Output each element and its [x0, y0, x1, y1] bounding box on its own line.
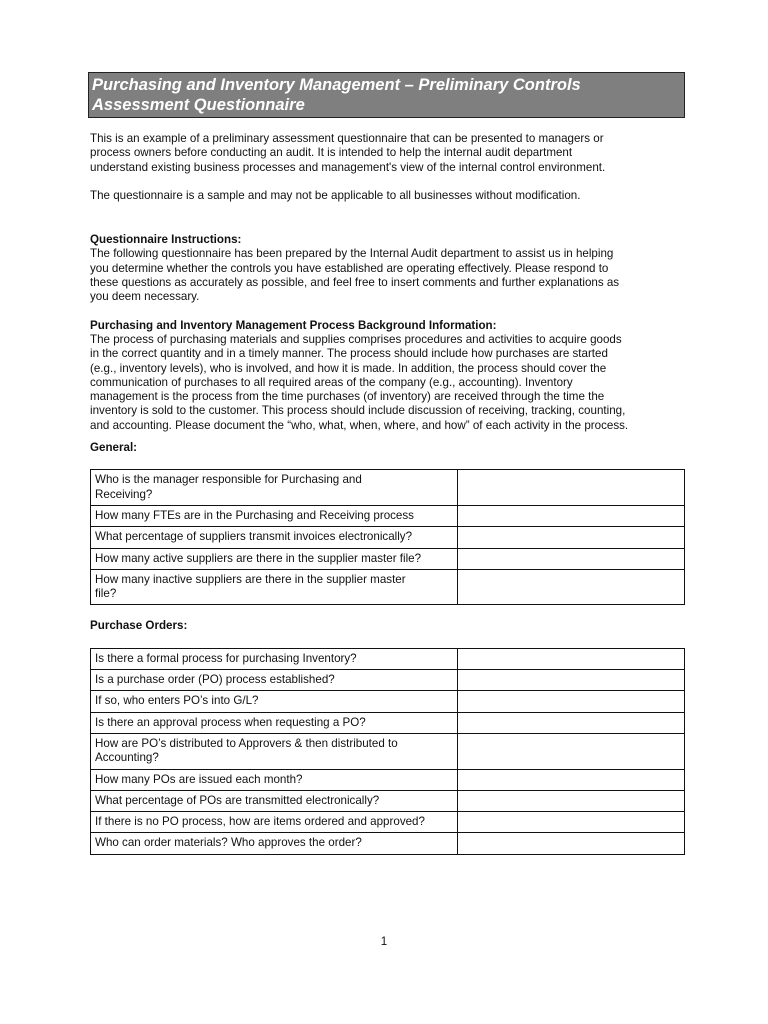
background-line: management is the process from the time purchases (of inventory) are received through the time the: [90, 390, 605, 404]
question-cell: [91, 769, 458, 790]
answer-cell[interactable]: [458, 527, 685, 548]
document-page: [90, 72, 686, 855]
instructions-line: you determine whether the controls you have established are operating effectively. Please respond to: [90, 261, 609, 275]
answer-cell[interactable]: [458, 812, 685, 833]
intro-paragraph: [90, 132, 686, 175]
table-row: [91, 691, 685, 712]
instructions-line: these questions as accurately as possible, and feel free to insert comments and further explanations as: [90, 276, 620, 290]
sample-note: The questionnaire is a sample and may not be applicable to all businesses without modification.: [90, 188, 581, 202]
question-cell: [91, 569, 458, 605]
question-text: How many FTEs are in the Purchasing and Receiving process: [95, 508, 414, 522]
background-heading: Purchasing and Inventory Management Process Background Information:: [90, 318, 497, 332]
question-cell: [91, 691, 458, 712]
question-text: How many active suppliers are there in the supplier master file?: [95, 551, 422, 565]
question-text: Is there an approval process when requesting a PO?: [95, 715, 366, 729]
question-text: How many POs are issued each month?: [95, 772, 303, 786]
table-row: [91, 733, 685, 769]
table-row: [91, 648, 685, 669]
question-cell: [91, 505, 458, 526]
table-row: [91, 548, 685, 569]
question-cell: [91, 733, 458, 769]
document-title: [88, 72, 685, 118]
table-row: [91, 527, 685, 548]
answer-cell[interactable]: [458, 670, 685, 691]
title-line-2: Assessment Questionnaire: [92, 96, 305, 114]
table-row: [91, 790, 685, 811]
question-text: Is there a formal process for purchasing Inventory?: [95, 651, 357, 665]
table-row: [91, 812, 685, 833]
question-text: What percentage of suppliers transmit invoices electronically?: [95, 530, 413, 544]
purchase-orders-table: [90, 648, 685, 855]
question-text: What percentage of POs are transmitted electronically?: [95, 793, 380, 807]
table-row: [91, 569, 685, 605]
answer-cell[interactable]: [458, 833, 685, 854]
question-text: Who is the manager responsible for Purchasing and: [95, 473, 362, 487]
background-paragraph: [90, 333, 686, 433]
answer-cell[interactable]: [458, 769, 685, 790]
question-text: Is a purchase order (PO) process established?: [95, 673, 335, 687]
answer-cell[interactable]: [458, 548, 685, 569]
question-cell: [91, 812, 458, 833]
background-line: communication of purchases to all required areas of the company (e.g., accounting). Inventory: [90, 375, 573, 389]
question-cell: [91, 790, 458, 811]
question-cell: [91, 548, 458, 569]
instructions-paragraph: [90, 247, 686, 304]
answer-cell[interactable]: [458, 505, 685, 526]
question-cell: [91, 670, 458, 691]
question-text: file?: [95, 587, 117, 601]
answer-cell[interactable]: [458, 790, 685, 811]
background-line: and accounting. Please document the “who, what, when, where, and how” of each activity in the process.: [90, 418, 629, 432]
question-text: If there is no PO process, how are items ordered and approved?: [95, 815, 425, 829]
question-text: How many inactive suppliers are there in the supplier master: [95, 572, 406, 586]
table-row: [91, 670, 685, 691]
background-line: inventory is sold to the customer. This process should include discussion of receiving, tracking, counting,: [90, 404, 626, 418]
answer-cell[interactable]: [458, 648, 685, 669]
background-line: (e.g., inventory levels), who is involved, and how it is made. In addition, the process should cover the: [90, 361, 607, 375]
instructions-heading: Questionnaire Instructions:: [90, 233, 242, 247]
question-text: How are PO’s distributed to Approvers & then distributed to: [95, 736, 398, 750]
table-row: [91, 712, 685, 733]
question-text: Who can order materials? Who approves the order?: [95, 836, 362, 850]
table-row: [91, 505, 685, 526]
intro-line: This is an example of a preliminary assessment questionnaire that can be presented to managers or: [90, 132, 604, 145]
table-row: [91, 769, 685, 790]
question-cell: [91, 527, 458, 548]
question-cell: [91, 470, 458, 506]
background-line: The process of purchasing materials and supplies comprises procedures and activities to acquire goods: [90, 332, 622, 346]
instructions-line: The following questionnaire has been prepared by the Internal Audit department to assist us in helping: [90, 247, 614, 261]
intro-line: understand existing business processes and management's view of the internal control environment.: [90, 160, 606, 174]
question-cell: [91, 648, 458, 669]
general-heading: General:: [90, 441, 138, 455]
background-line: in the correct quantity and in a timely manner. The process should include how purchases are started: [90, 347, 608, 361]
answer-cell[interactable]: [458, 733, 685, 769]
question-text: Accounting?: [95, 751, 159, 765]
title-line-1: Purchasing and Inventory Management – Preliminary Controls: [92, 76, 581, 94]
general-questions-table: [90, 469, 685, 605]
answer-cell[interactable]: [458, 712, 685, 733]
question-text: Receiving?: [95, 487, 153, 501]
page-number: 1: [380, 935, 388, 948]
question-cell: [91, 712, 458, 733]
answer-cell[interactable]: [458, 691, 685, 712]
intro-line: process owners before conducting an audit. It is intended to help the internal audit department: [90, 146, 573, 160]
table-row: [91, 833, 685, 854]
question-cell: [91, 833, 458, 854]
table-row: [91, 470, 685, 506]
purchase-orders-heading: Purchase Orders:: [90, 619, 188, 633]
instructions-line: you deem necessary.: [90, 290, 200, 304]
answer-cell[interactable]: [458, 470, 685, 506]
answer-cell[interactable]: [458, 569, 685, 605]
question-text: If so, who enters PO’s into G/L?: [95, 694, 259, 708]
